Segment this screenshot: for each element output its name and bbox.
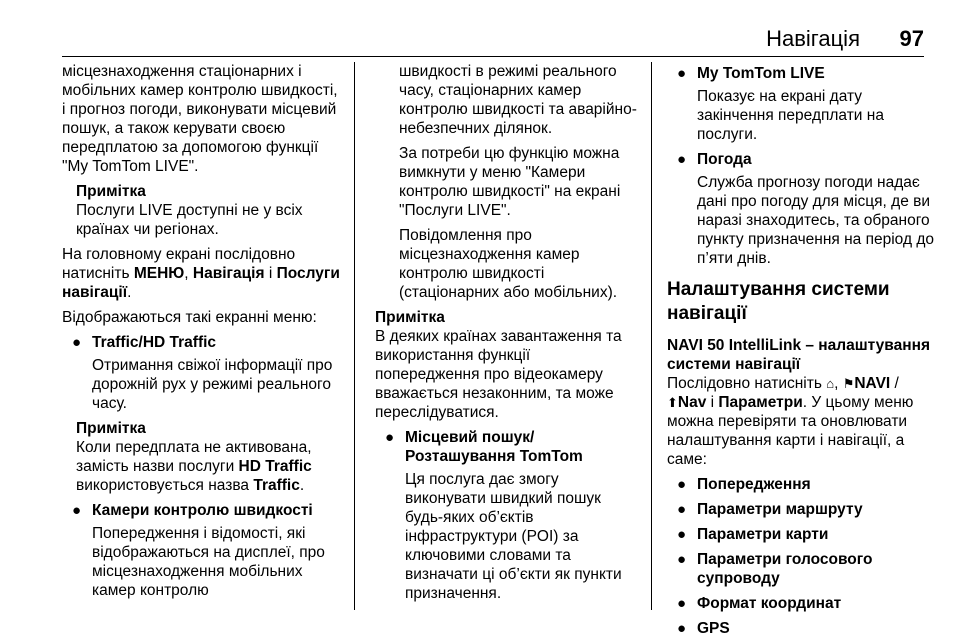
- paragraph: місцезнаходження стаціонарних і мобільних камер контролю швидкості, і прогноз погоди, виконувати місцевий пошук, а також керувати своєю передплатою за допомогою функції "My TomTom LIVE".: [62, 63, 338, 175]
- subsection-heading: NAVI 50 IntelliLink – налаштування системи навігації: [667, 337, 930, 373]
- bullet-icon: ●: [677, 620, 687, 637]
- bullet-continuation: [375, 62, 637, 302]
- text: використовується назва: [76, 477, 254, 494]
- paragraph: Відображаються такі екранні меню:: [62, 309, 317, 326]
- home-icon: ⌂: [826, 376, 835, 391]
- bullet-item: [62, 501, 344, 600]
- menu-label: Nav: [677, 394, 707, 411]
- text: ,: [184, 265, 193, 282]
- text: Коли передплата не активована, замість назви послуги: [76, 439, 312, 475]
- bullet-item: [667, 619, 939, 638]
- bullet-title: Формат координат: [697, 595, 842, 612]
- paragraph: швидкості в режимі реального часу, стаціонарних камер контролю швидкості та аварійно-небезпечних ділянок.: [399, 63, 637, 137]
- bullet-text: Отримання свіжої інформації про дорожній рух у режимі реального часу.: [92, 357, 333, 412]
- bullet-title: Параметри маршруту: [697, 501, 863, 518]
- bullet-icon: ●: [385, 429, 395, 446]
- bullet-item: [667, 525, 939, 544]
- paragraph: [62, 245, 344, 302]
- bullet-title: Погода: [697, 151, 752, 168]
- note: [62, 419, 344, 495]
- bullet-title: My TomTom LIVE: [697, 65, 825, 82]
- bullet-icon: ●: [677, 476, 687, 493]
- paragraph: Повідомлення про місцезнаходження камер контролю швидкості (стаціонарних або мобільних).: [399, 227, 618, 301]
- note: [375, 308, 637, 422]
- bullet-title: Traffic/HD Traffic: [92, 334, 217, 351]
- note-text: Послуги LIVE доступні не у всіх країнах чи регіонах.: [76, 202, 303, 238]
- bullet-icon: ●: [677, 151, 687, 168]
- column-divider: [354, 62, 355, 610]
- bullet-title: Попередження: [697, 476, 811, 493]
- bullet-item: [667, 500, 939, 519]
- flag-icon: ⚑: [842, 376, 855, 391]
- menu-label: МЕНЮ: [133, 265, 185, 282]
- paragraph: За потреби цю функцію можна вимкнути у меню "Камери контролю швидкості" на екрані "Послуги LIVE".: [399, 145, 621, 219]
- paragraph: [667, 374, 939, 469]
- bullet-item: [667, 594, 939, 613]
- section-heading: Налаштування системи навігації: [667, 279, 890, 324]
- menu-label: Навігація: [192, 265, 265, 282]
- bullet-title: GPS: [697, 620, 730, 637]
- note-title: Примітка: [76, 183, 146, 200]
- section-title: Навігація: [766, 26, 860, 51]
- bullet-icon: ●: [72, 334, 82, 351]
- bullet-title: Камери контролю швидкості: [92, 502, 313, 519]
- bullet-item: [667, 64, 939, 144]
- bullet-title: Місцевий пошук/Розташування TomTom: [405, 429, 583, 465]
- bullet-icon: ●: [677, 595, 687, 612]
- bullet-item: [62, 333, 344, 413]
- text: . У цьому меню можна перевіряти та оновлювати налаштування карти і навігації, а саме:: [667, 394, 914, 468]
- bullet-text: Попередження і відомості, які відображаються на дисплеї, про місцезнаходження мобільних камер контролю: [92, 525, 325, 599]
- header-rule: [62, 56, 924, 57]
- column-2: [375, 62, 637, 609]
- column-1: [62, 62, 344, 606]
- column-3: [667, 62, 939, 644]
- bullet-text: Служба прогнозу погоди надає дані про погоду для місця, де ви наразі знаходитесь, та обраного пункту призначення на період до п’яти днів.: [697, 174, 934, 267]
- bullet-text: Показує на екрані дату закінчення передплати на послуги.: [697, 88, 884, 143]
- text: і: [706, 394, 719, 411]
- bullet-icon: ●: [677, 501, 687, 518]
- text: На головному екрані послідовно натисніть: [62, 246, 296, 282]
- note-text: В деяких країнах завантаження та використання функції попередження про відеокамеру вважається незаконним, та може переслідуватися.: [375, 328, 622, 421]
- bullet-icon: ●: [677, 551, 687, 568]
- menu-label: NAVI: [854, 375, 891, 392]
- text: і: [264, 265, 277, 282]
- text: /: [890, 375, 899, 392]
- note-title: Примітка: [375, 309, 445, 326]
- page-header: [0, 0, 960, 56]
- page-number: 97: [899, 26, 924, 51]
- column-divider: [651, 62, 652, 610]
- note: [62, 182, 344, 239]
- service-label: HD Traffic: [238, 458, 312, 475]
- bullet-icon: ●: [72, 502, 82, 519]
- bullet-title: Параметри карти: [697, 526, 829, 543]
- service-label: Traffic: [253, 477, 300, 494]
- note-title: Примітка: [76, 420, 146, 437]
- bullet-icon: ●: [677, 526, 687, 543]
- text: .: [299, 477, 305, 494]
- bullet-text: Ця послуга дає змогу виконувати швидкий пошук будь-яких об’єктів інфраструктури (POI) за ключовими словами та визначати ці об’єкти як пункти призначення.: [405, 471, 622, 602]
- text: ,: [834, 375, 843, 392]
- bullet-item: [667, 150, 939, 268]
- menu-label: Параметри: [718, 394, 803, 411]
- bullet-title: Параметри голосового супроводу: [697, 551, 873, 587]
- menu-label: Послуги навігації: [62, 265, 340, 301]
- bullet-item: [667, 550, 939, 588]
- text: Послідовно натисніть: [667, 375, 827, 392]
- bullet-item: [375, 428, 637, 603]
- nav-arrow-icon: ⬆: [667, 395, 678, 410]
- text: .: [127, 284, 132, 301]
- bullet-item: [667, 475, 939, 494]
- bullet-icon: ●: [677, 65, 687, 82]
